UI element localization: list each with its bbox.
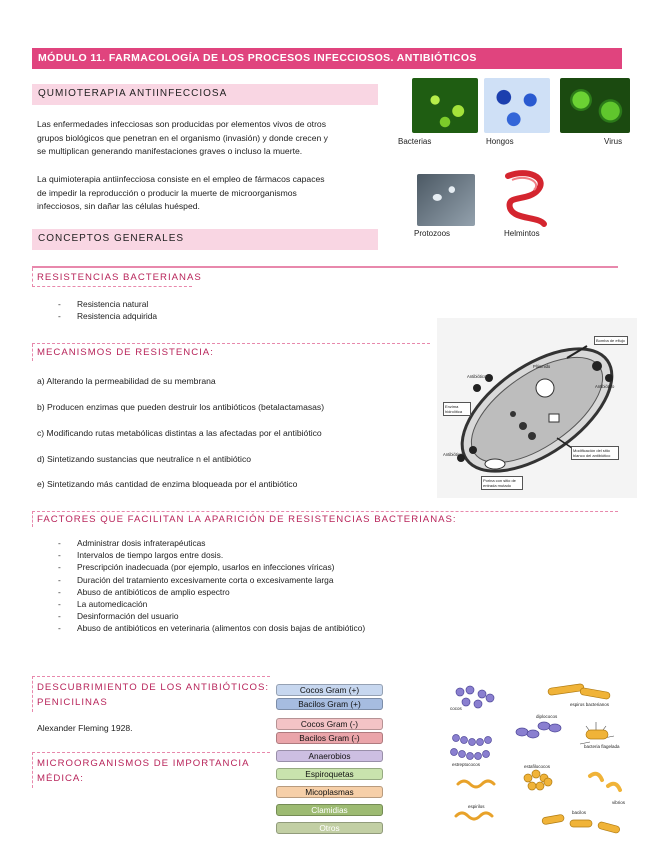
quimio-paragraph-1	[37, 118, 382, 159]
antibiotic-label: Antibiótico	[595, 384, 615, 389]
microorganism-group-pill: Otros	[276, 822, 383, 834]
spirilla-label: espirilos	[468, 804, 485, 809]
streptococci-label: estreptococos	[452, 762, 481, 767]
heading-overline	[32, 343, 430, 344]
heading-rule	[32, 676, 33, 712]
list-item: - Intervalos de tiempo largos entre dosis.	[58, 549, 365, 561]
vibrios-label: vibrios	[612, 800, 626, 805]
microorganism-group-pill: Micoplasmas	[276, 786, 383, 798]
text-line: se multiplican generando manifestaciones graves o incluso la muerte.	[37, 146, 303, 156]
cocci-label: cocos	[450, 706, 462, 711]
heading-line: PENICILINAS	[37, 697, 108, 708]
microorganism-group-pill: Bacilos Gram (-)	[276, 732, 383, 744]
fungi-caption: Hongos	[486, 137, 514, 146]
microorganism-group-pill: Bacilos Gram (+)	[276, 698, 383, 710]
text-line: Las enfermedades infecciosas son producidas por elementos vivos de otros	[37, 119, 327, 129]
heading-rule	[32, 511, 33, 527]
list-item: - Abuso de antibióticos en veterinaria (alimentos con dosis bajas de antibiótico)	[58, 622, 365, 634]
microorganism-group-pill: Espiroquetas	[276, 768, 383, 780]
list-item: - Duración del tratamiento excesivamente corta o excesivamente larga	[58, 574, 365, 586]
factores-list	[58, 537, 365, 635]
microorganism-group-pill: Cocos Gram (-)	[276, 718, 383, 730]
microorganismos-heading	[37, 756, 249, 786]
resistencias-heading: RESISTENCIAS BACTERIANAS	[37, 272, 202, 283]
text-line: de impedir la reproducción o producir la muerte de microorganismos	[37, 187, 297, 198]
heading-line: MICROORGANISMOS DE IMPORTANCIA	[37, 758, 250, 769]
heading-rule	[32, 268, 33, 287]
protozoa-caption: Protozoos	[414, 229, 451, 238]
microorganism-group-pill: Cocos Gram (+)	[276, 684, 383, 696]
spores-label: espiros bacterianos	[570, 702, 610, 707]
mechanism-item: d) Sintetizando sustancias que neutralice n el antibiótico	[37, 454, 252, 464]
plasmid-label: Plásmido	[533, 364, 551, 369]
mechanism-item: a) Alterando la permeabilidad de su membrana	[37, 376, 216, 386]
microorganism-group-pill: Clamidias	[276, 804, 383, 816]
helminth-caption: Helmintos	[504, 229, 540, 238]
virus-caption: Virus	[604, 137, 623, 146]
antibiotic-label: Antibiótico	[467, 374, 487, 379]
list-item: - Administrar dosis infraterapéuticas	[58, 537, 365, 549]
module-title-bar: MÓDULO 11. FARMACOLOGÍA DE LOS PROCESOS INFECCIOSOS. ANTIBIÓTICOS	[32, 48, 622, 69]
list-item: - Resistencia adquirida	[58, 310, 157, 322]
heading-rule	[32, 752, 33, 788]
resistencias-list	[58, 298, 157, 322]
heading-line: DESCUBRIMIENTO DE LOS ANTIBIÓTICOS:	[37, 682, 270, 693]
mechanism-item: c) Modificando rutas metabólicas distintas a las afectadas por el antibiótico	[37, 428, 322, 438]
text-line: grupos biológicos que penetran en el organismo (invasión) y donde crecen y	[37, 132, 328, 143]
section-quimio-heading: QUMIOTERAPIA ANTIINFECCIOSA	[32, 84, 378, 105]
quimio-paragraph-2	[37, 173, 382, 214]
hydrolytic-enzyme-label: Enzima hidrolítica	[443, 402, 471, 416]
target-modification-label: Modificación del sitio blanco del antibiótico	[571, 446, 619, 460]
microorganism-group-pill: Anaerobios	[276, 750, 383, 762]
section-divider	[32, 266, 618, 268]
heading-rule	[32, 344, 33, 361]
bacterial-morphology-figure	[440, 676, 636, 842]
antibiotic-label: Antibiótico	[443, 452, 463, 457]
text-line: infecciosos, sin dañar las células huésped.	[37, 201, 200, 211]
list-item: - Abuso de antibióticos de amplio espectro	[58, 586, 365, 598]
list-item: - Prescripción inadecuada (por ejemplo, usarlos en infecciones víricas)	[58, 561, 365, 573]
section-conceptos-heading: CONCEPTOS GENERALES	[32, 229, 378, 250]
list-item: - Desinformación del usuario	[58, 610, 365, 622]
fleming-text: Alexander Fleming 1928.	[37, 723, 133, 733]
mechanism-item: e) Sintetizando más cantidad de enzima bloqueada por el antibiótico	[37, 479, 298, 489]
list-item: - Resistencia natural	[58, 298, 157, 310]
mecanismos-heading: MECANISMOS DE RESISTENCIA:	[37, 347, 214, 358]
bacilli-label: bacilos	[572, 810, 587, 815]
protozoa-image	[417, 174, 475, 226]
section-divider	[32, 752, 270, 753]
section-divider	[32, 511, 618, 512]
bacteria-caption: Bacterias	[398, 137, 432, 146]
mutated-porin-label: Porina con sitio de entrada mutado	[481, 476, 523, 490]
descubrimiento-heading	[37, 680, 269, 710]
helminth-image	[498, 168, 552, 228]
bacteria-image	[412, 78, 478, 133]
text-line: La quimioterapia antiinfecciosa consiste en el empleo de fármacos capaces	[37, 174, 325, 184]
heading-underline	[32, 286, 192, 287]
diplococci-label: diplococos	[536, 714, 558, 719]
resistance-diagram	[437, 318, 637, 498]
list-item: - La automedicación	[58, 598, 365, 610]
mechanism-item: b) Producen enzimas que pueden destruir los antibióticos (betalactamasas)	[37, 402, 325, 412]
fungi-image	[484, 78, 550, 133]
section-divider	[32, 676, 270, 677]
flagellated-label: bacteria flagelada	[584, 744, 620, 749]
factores-heading: FACTORES QUE FACILITAN LA APARICIÓN DE RESISTENCIAS BACTERIANAS:	[37, 514, 457, 525]
staphylococci-label: estafilococos	[524, 764, 551, 769]
virus-image	[560, 78, 630, 133]
heading-line: MÉDICA:	[37, 773, 84, 784]
efflux-pump-label: Bomba de eflujo	[594, 336, 628, 345]
